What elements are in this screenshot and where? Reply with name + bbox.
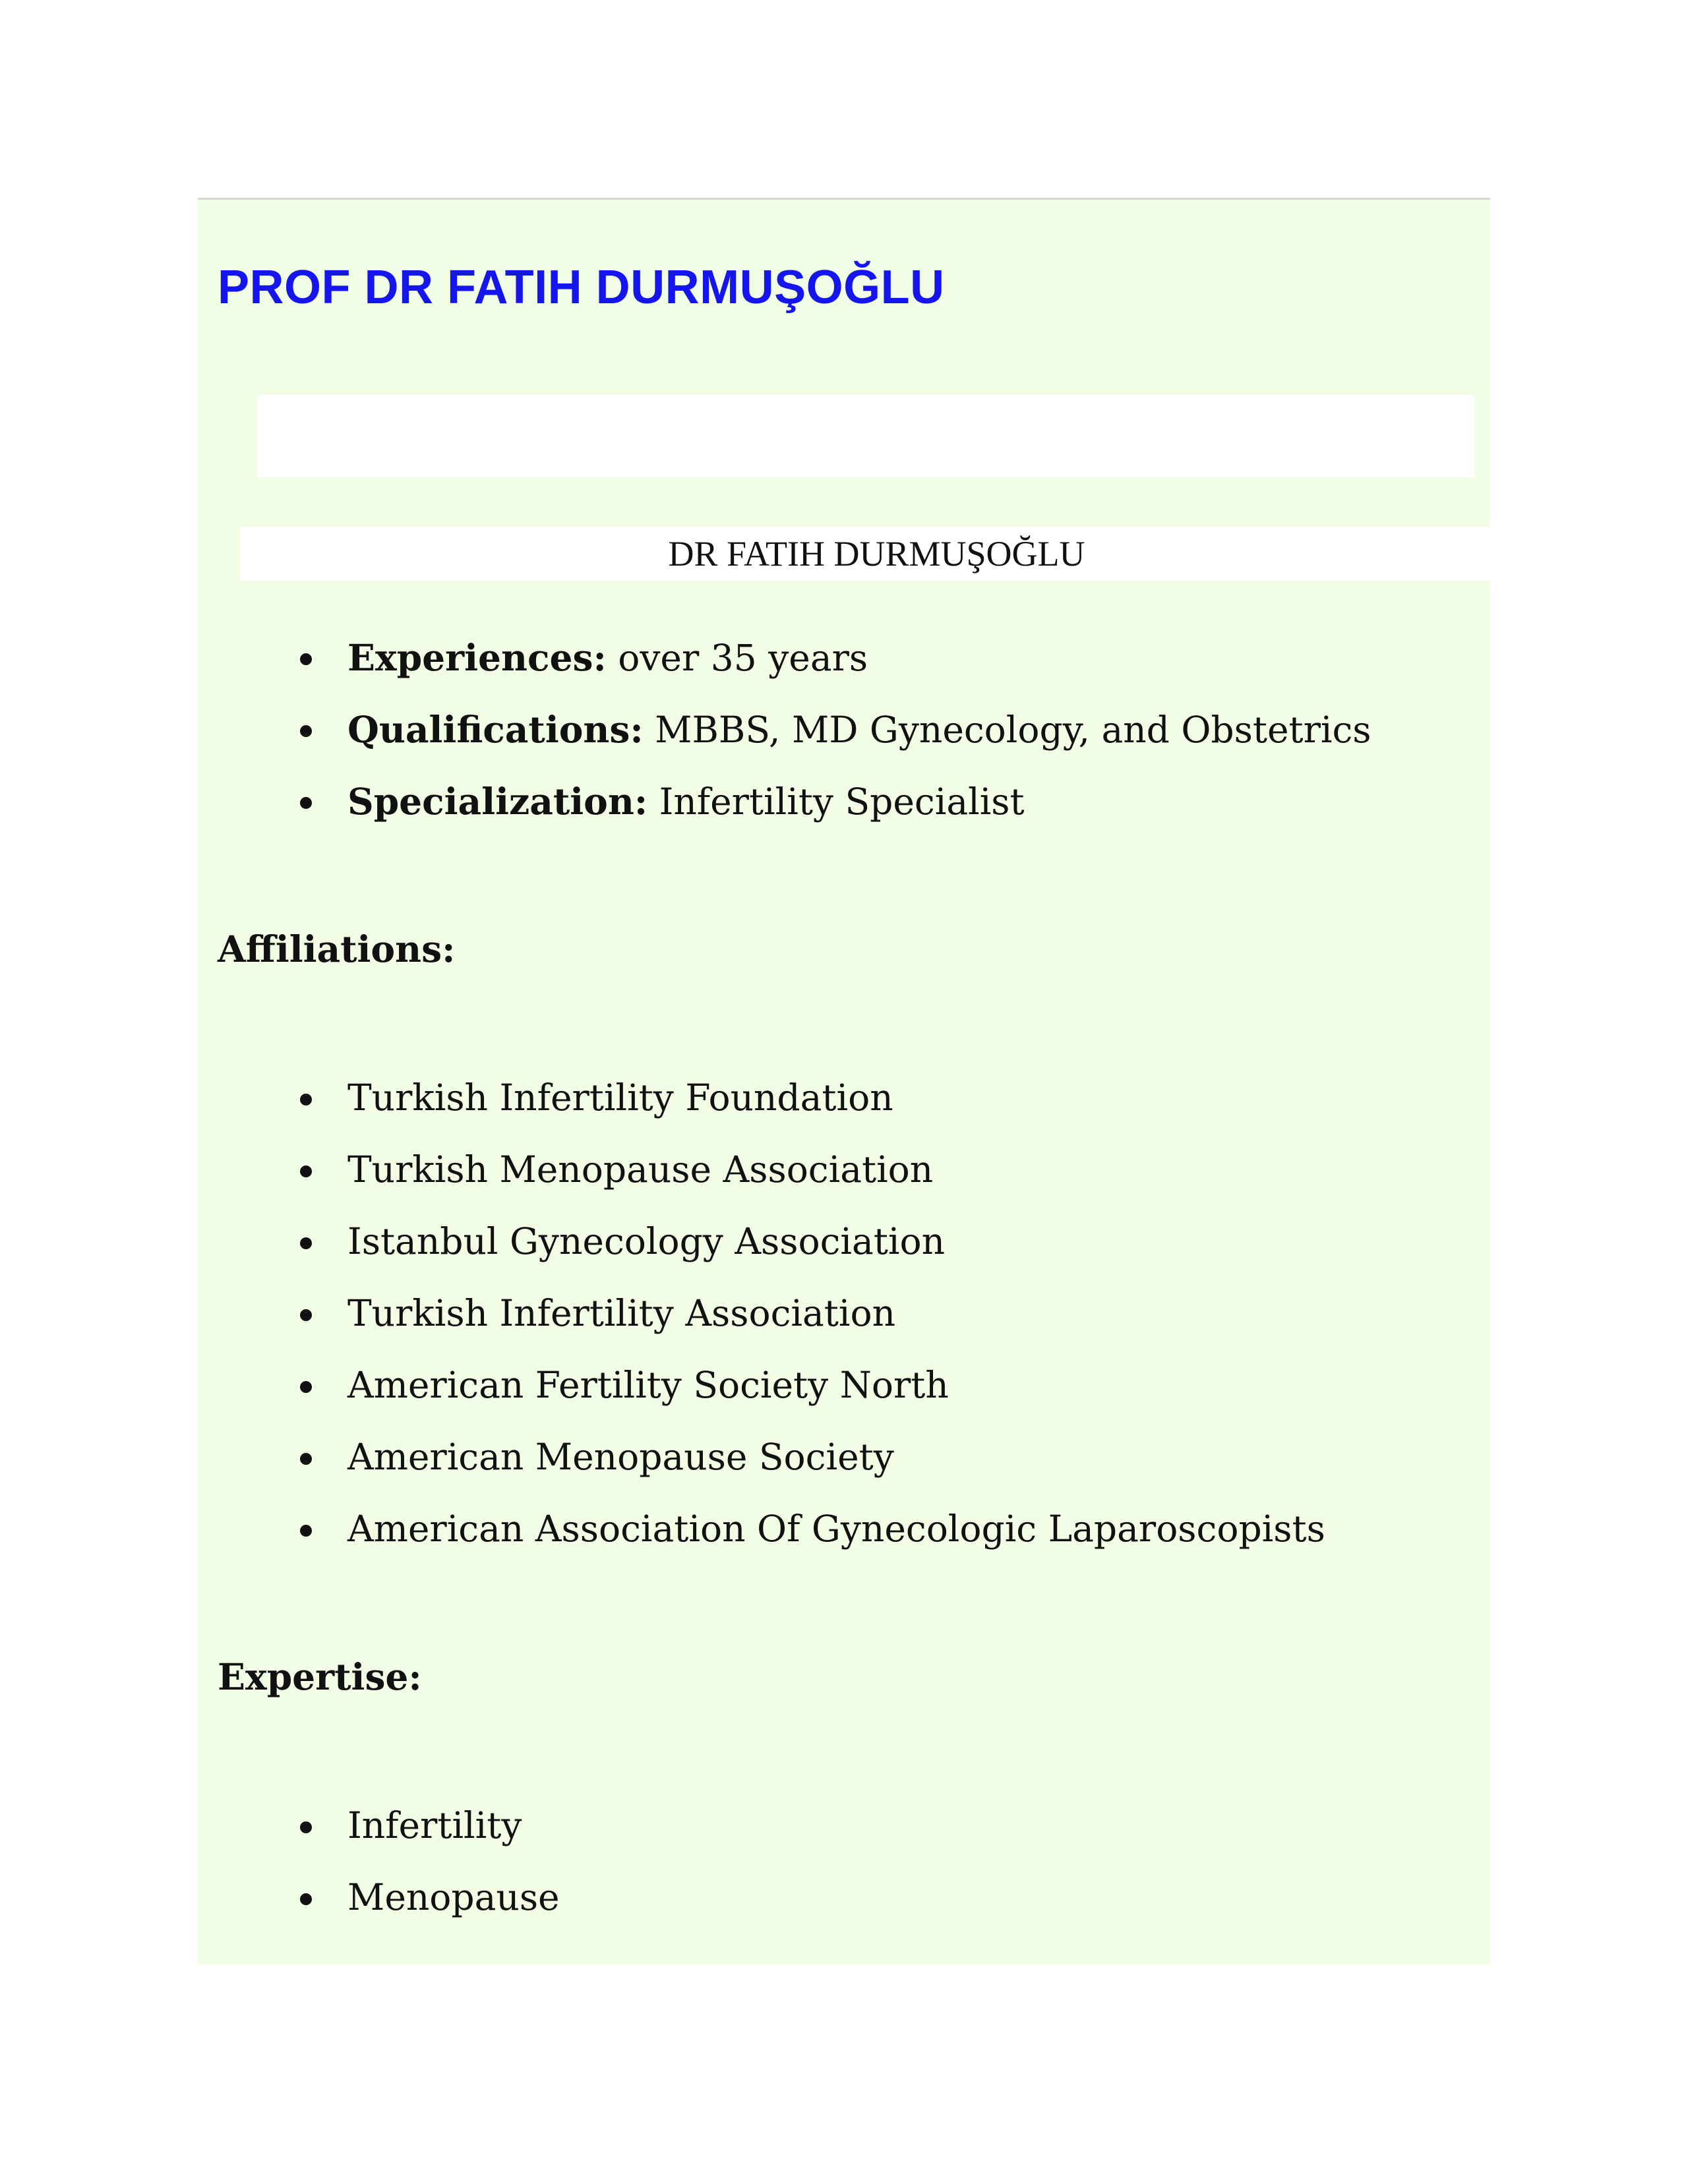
affiliations-list: [300, 1062, 1325, 1565]
photo-caption: DR FATIH DURMUŞOĞLU: [668, 534, 1085, 574]
list-item: American Fertility Society North: [300, 1349, 1325, 1421]
list-item: Turkish Infertility Foundation: [300, 1062, 1325, 1134]
photo-caption-bar: [240, 527, 1490, 581]
profile-panel: [198, 198, 1490, 1964]
detail-value: Infertility Specialist: [659, 781, 1025, 823]
details-list: [300, 622, 1372, 837]
detail-value: MBBS, MD Gynecology, and Obstetrics: [655, 709, 1372, 751]
affiliations-heading: Affiliations:: [218, 928, 456, 970]
detail-item-experiences: [300, 622, 1372, 694]
expertise-heading: Expertise:: [218, 1655, 422, 1698]
list-item: American Association Of Gynecologic Laparoscopists: [300, 1493, 1325, 1565]
doctor-photo-placeholder: [257, 395, 1474, 477]
detail-label: Specialization:: [347, 780, 648, 823]
list-item: Menopause: [300, 1862, 560, 1933]
list-item: Istanbul Gynecology Association: [300, 1206, 1325, 1278]
list-item: Infertility: [300, 1790, 560, 1862]
detail-value: over 35 years: [618, 637, 868, 679]
detail-label: Qualifications:: [347, 708, 644, 751]
page-title: PROF DR FATIH DURMUŞOĞLU: [218, 261, 945, 314]
expertise-list: [300, 1790, 560, 1933]
detail-item-qualifications: [300, 694, 1372, 765]
list-item: American Menopause Society: [300, 1421, 1325, 1493]
list-item: Turkish Menopause Association: [300, 1134, 1325, 1206]
detail-item-specialization: [300, 765, 1372, 837]
list-item: Turkish Infertility Association: [300, 1278, 1325, 1349]
detail-label: Experiences:: [347, 636, 607, 679]
